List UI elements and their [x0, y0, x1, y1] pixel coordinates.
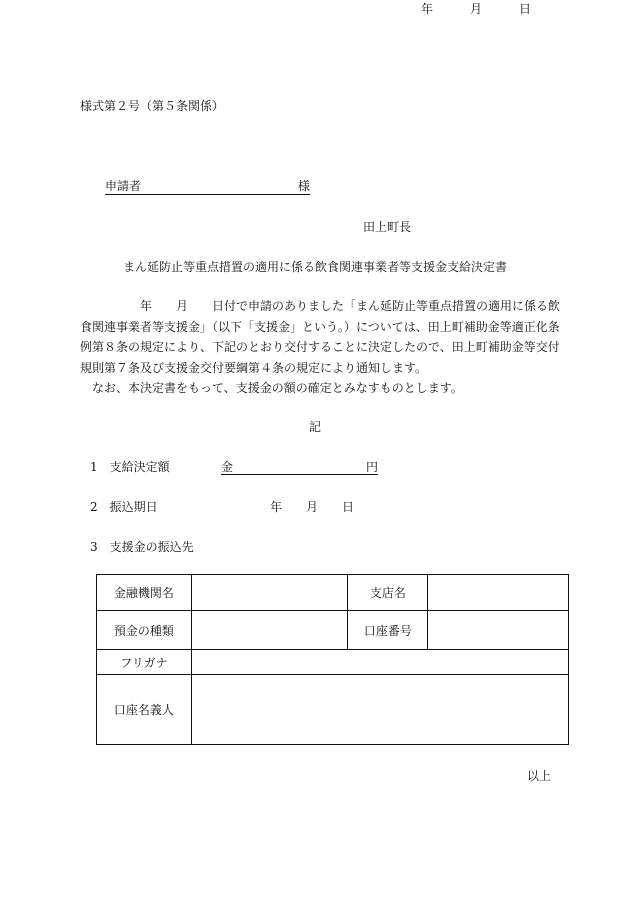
deposit-type-label: 預金の種類 — [97, 611, 192, 650]
date-day: 日 — [519, 2, 532, 16]
payment-amount-field — [221, 458, 378, 475]
deposit-type-value — [191, 611, 348, 650]
body-paragraph-1: 年 月 日付で申請のありました「まん延防止等重点措置の適用に係る飲食関連事業者等支援金」（以下「支援金」という。）については、田上町補助金等適正化条例第８条の規定により、下記のとおり交付することに決定したので、田上町補助金等交付規則第７条及び支援金交付要綱第４条の規定により通知します。 — [80, 299, 561, 375]
amount-prefix: 金 — [221, 460, 234, 474]
body-paragraph-2: なお、本決定書をもって、支援金の額の確定とみなすものとします。 — [92, 381, 463, 395]
document-title: まん延防止等重点措置の適用に係る飲食関連事業者等支援金支給決定書 — [122, 260, 507, 274]
applicant-label: 申請者 — [105, 179, 142, 193]
item-payment-amount-label: 1 支給決定額 — [90, 460, 170, 474]
furigana-value — [191, 650, 568, 675]
transfer-month: 月 — [306, 500, 319, 514]
applicant-line — [105, 177, 310, 195]
issuer: 田上町長 — [363, 220, 412, 234]
account-number-value — [428, 611, 569, 650]
date-year: 年 — [421, 2, 434, 16]
amount-unit: 円 — [365, 460, 378, 474]
account-number-label: 口座番号 — [348, 611, 428, 650]
furigana-label: フリガナ — [97, 650, 192, 675]
ki-heading: 記 — [308, 420, 321, 434]
conclusion: 以上 — [527, 769, 552, 783]
item-transfer-date-label: 2 振込期日 — [90, 500, 158, 514]
account-holder-value — [191, 675, 568, 745]
branch-value — [428, 575, 569, 611]
bank-name-label: 金融機関名 — [97, 575, 192, 611]
branch-label: 支店名 — [348, 575, 428, 611]
transfer-day: 日 — [342, 500, 355, 514]
item-transfer-destination-label: 3 支援金の振込先 — [90, 540, 194, 554]
bank-name-value — [191, 575, 348, 611]
body-text — [80, 296, 560, 399]
account-holder-label: 口座名義人 — [97, 675, 192, 745]
form-number: 様式第２号（第５条関係） — [80, 99, 225, 113]
bank-account-table — [96, 574, 569, 745]
transfer-year: 年 — [270, 500, 283, 514]
applicant-honorific: 様 — [297, 179, 310, 193]
date-month: 月 — [470, 2, 483, 16]
